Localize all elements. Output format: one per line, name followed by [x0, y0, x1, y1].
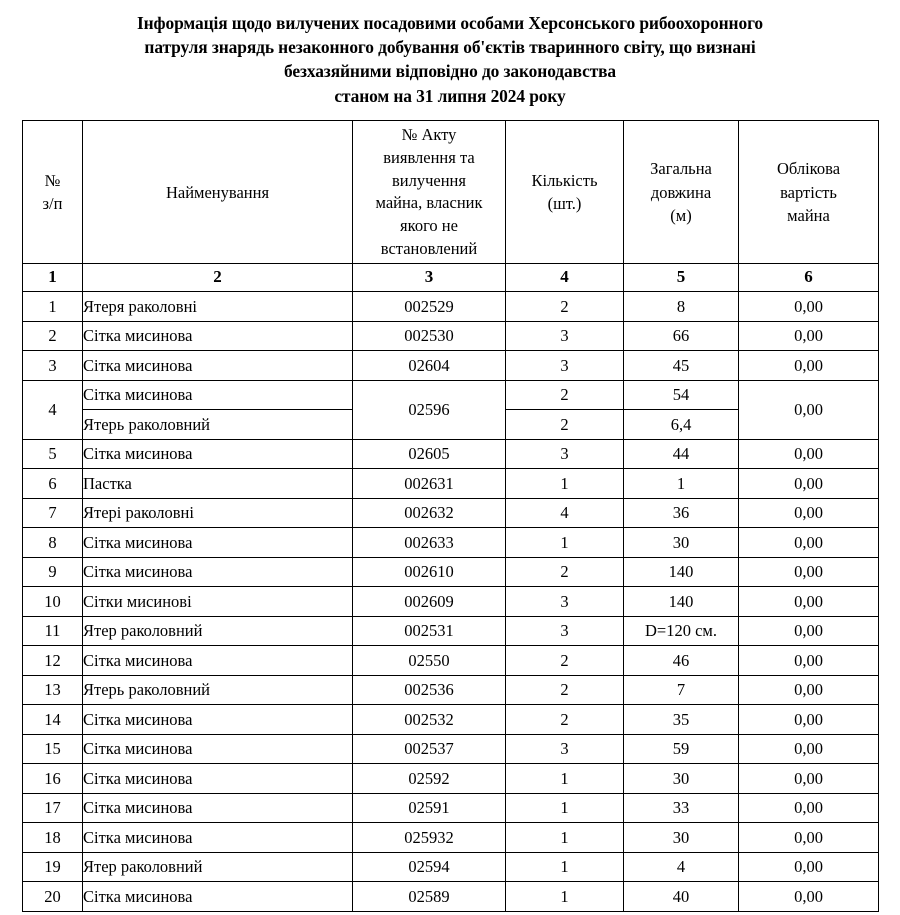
cell-total-length: 7 — [624, 675, 739, 705]
table-row — [23, 882, 879, 912]
cell-book-value: 0,00 — [739, 616, 879, 646]
cell-quantity: 4 — [506, 498, 624, 528]
cell-book-value: 0,00 — [739, 823, 879, 853]
cell-quantity: 2 — [506, 410, 624, 440]
cell-book-value: 0,00 — [739, 469, 879, 499]
cell-act-number: 02604 — [353, 351, 506, 381]
table-row — [23, 793, 879, 823]
cell-quantity: 1 — [506, 793, 624, 823]
table-row — [23, 292, 879, 322]
header-line: з/п — [42, 194, 63, 214]
cell-item-name: Сітка мисинова — [83, 439, 353, 469]
table-row — [23, 734, 879, 764]
cell-quantity: 1 — [506, 528, 624, 558]
title-line-4: станом на 31 липня 2024 року — [334, 85, 566, 106]
header-line: Облікова — [776, 159, 841, 179]
table-row — [23, 439, 879, 469]
cell-total-length: D=120 см. — [624, 616, 739, 646]
header-line: майна — [787, 206, 830, 226]
cell-item-name: Сітка мисинова — [83, 705, 353, 735]
cell-quantity: 3 — [506, 351, 624, 381]
title-line-1: Інформація щодо вилучених посадовими особами Херсонського рибоохоронного — [136, 13, 764, 33]
cell-item-name: Ятерь раколовний — [83, 675, 353, 705]
cell-book-value: 0,00 — [739, 380, 879, 439]
cell-item-name: Сітки мисинові — [83, 587, 353, 617]
cell-quantity: 1 — [506, 852, 624, 882]
cell-book-value: 0,00 — [739, 793, 879, 823]
cell-act-number: 02550 — [353, 646, 506, 676]
cell-item-name: Сітка мисинова — [83, 646, 353, 676]
cell-item-name: Сітка мисинова — [83, 557, 353, 587]
cell-item-name: Сітка мисинова — [83, 764, 353, 794]
cell-total-length: 1 — [624, 469, 739, 499]
header-line: (шт.) — [547, 194, 582, 214]
cell-act-number: 002632 — [353, 498, 506, 528]
header-line: вартість — [780, 182, 837, 202]
cell-quantity: 2 — [506, 292, 624, 322]
cell-act-number: 002530 — [353, 321, 506, 351]
cell-total-length: 30 — [624, 764, 739, 794]
cell-quantity: 3 — [506, 734, 624, 764]
cell-total-length: 44 — [624, 439, 739, 469]
cell-row-number: 14 — [23, 705, 83, 735]
header-line: майна, власник — [375, 193, 483, 213]
cell-item-name: Ятеря раколовні — [83, 292, 353, 322]
cell-act-number: 02592 — [353, 764, 506, 794]
cell-act-number: 02589 — [353, 882, 506, 912]
table-row — [23, 675, 879, 705]
cell-total-length: 46 — [624, 646, 739, 676]
cell-book-value: 0,00 — [739, 528, 879, 558]
cell-row-number: 9 — [23, 557, 83, 587]
cell-act-number: 002536 — [353, 675, 506, 705]
cell-quantity: 1 — [506, 764, 624, 794]
cell-total-length: 59 — [624, 734, 739, 764]
cell-row-number: 6 — [23, 469, 83, 499]
cell-row-number: 4 — [23, 380, 83, 439]
cell-act-number: 002532 — [353, 705, 506, 735]
table-row — [23, 528, 879, 558]
cell-item-name: Сітка мисинова — [83, 882, 353, 912]
cell-row-number: 5 — [23, 439, 83, 469]
cell-act-number: 02596 — [353, 380, 506, 439]
cell-book-value: 0,00 — [739, 498, 879, 528]
cell-book-value: 0,00 — [739, 321, 879, 351]
cell-item-name: Ятерь раколовний — [83, 410, 353, 440]
header-line: виявлення та — [383, 147, 475, 167]
title-line-3: безхазяйними відповідно до законодавства — [283, 60, 617, 81]
cell-quantity: 3 — [506, 439, 624, 469]
cell-book-value: 0,00 — [739, 557, 879, 587]
table-container — [0, 108, 900, 912]
cell-item-name: Сітка мисинова — [83, 793, 353, 823]
title-line-2: патруля знарядь незаконного добування об'єктів тваринного світу, що визнані — [144, 36, 756, 57]
cell-row-number: 15 — [23, 734, 83, 764]
column-number: 1 — [23, 264, 83, 292]
cell-book-value: 0,00 — [739, 439, 879, 469]
column-number: 3 — [353, 264, 506, 292]
cell-book-value: 0,00 — [739, 852, 879, 882]
cell-row-number: 17 — [23, 793, 83, 823]
cell-row-number: 8 — [23, 528, 83, 558]
cell-total-length: 35 — [624, 705, 739, 735]
column-header-act-number — [353, 121, 506, 264]
cell-quantity: 2 — [506, 380, 624, 410]
page-title — [0, 0, 900, 108]
cell-book-value: 0,00 — [739, 292, 879, 322]
table-row — [23, 705, 879, 735]
cell-act-number: 002631 — [353, 469, 506, 499]
cell-book-value: 0,00 — [739, 646, 879, 676]
table-row — [23, 823, 879, 853]
cell-row-number: 12 — [23, 646, 83, 676]
table-row — [23, 616, 879, 646]
header-line: Загальна — [650, 159, 712, 179]
cell-quantity: 2 — [506, 557, 624, 587]
cell-act-number: 002610 — [353, 557, 506, 587]
table-row — [23, 351, 879, 381]
cell-total-length: 30 — [624, 823, 739, 853]
cell-total-length: 140 — [624, 557, 739, 587]
cell-row-number: 16 — [23, 764, 83, 794]
cell-total-length: 4 — [624, 852, 739, 882]
cell-quantity: 1 — [506, 469, 624, 499]
cell-quantity: 3 — [506, 587, 624, 617]
cell-act-number: 002633 — [353, 528, 506, 558]
header-row — [23, 121, 879, 264]
cell-total-length: 45 — [624, 351, 739, 381]
table-row — [23, 469, 879, 499]
table-row — [23, 764, 879, 794]
cell-row-number: 20 — [23, 882, 83, 912]
column-number: 2 — [83, 264, 353, 292]
header-line: довжина — [650, 182, 712, 202]
table-row — [23, 498, 879, 528]
cell-act-number: 002529 — [353, 292, 506, 322]
cell-book-value: 0,00 — [739, 675, 879, 705]
cell-item-name: Сітка мисинова — [83, 351, 353, 381]
cell-item-name: Сітка мисинова — [83, 321, 353, 351]
table-row — [23, 557, 879, 587]
cell-total-length: 6,4 — [624, 410, 739, 440]
cell-row-number: 1 — [23, 292, 83, 322]
cell-quantity: 3 — [506, 616, 624, 646]
header-line: (м) — [670, 206, 692, 226]
cell-book-value: 0,00 — [739, 882, 879, 912]
cell-row-number: 2 — [23, 321, 83, 351]
column-number: 4 — [506, 264, 624, 292]
cell-quantity: 1 — [506, 823, 624, 853]
cell-total-length: 40 — [624, 882, 739, 912]
cell-row-number: 10 — [23, 587, 83, 617]
cell-total-length: 30 — [624, 528, 739, 558]
cell-item-name: Сітка мисинова — [83, 528, 353, 558]
cell-item-name: Пастка — [83, 469, 353, 499]
cell-quantity: 2 — [506, 705, 624, 735]
header-line: встановлений — [380, 238, 478, 258]
cell-total-length: 54 — [624, 380, 739, 410]
header-line: № — [44, 170, 61, 190]
cell-total-length: 140 — [624, 587, 739, 617]
table-body — [23, 292, 879, 912]
cell-book-value: 0,00 — [739, 764, 879, 794]
cell-act-number: 02605 — [353, 439, 506, 469]
table-row — [23, 646, 879, 676]
column-number: 6 — [739, 264, 879, 292]
column-number-row — [23, 264, 879, 292]
cell-row-number: 13 — [23, 675, 83, 705]
cell-row-number: 19 — [23, 852, 83, 882]
cell-quantity: 2 — [506, 675, 624, 705]
column-number: 5 — [624, 264, 739, 292]
column-header-total-length — [624, 121, 739, 264]
seized-gear-table — [22, 120, 879, 912]
header-line: вилучення — [392, 170, 466, 190]
cell-act-number: 002537 — [353, 734, 506, 764]
cell-row-number: 18 — [23, 823, 83, 853]
cell-act-number: 002609 — [353, 587, 506, 617]
column-header-name: Найменування — [83, 121, 353, 264]
cell-quantity: 3 — [506, 321, 624, 351]
cell-item-name: Ятер раколовний — [83, 616, 353, 646]
cell-total-length: 66 — [624, 321, 739, 351]
cell-act-number: 02591 — [353, 793, 506, 823]
column-header-book-value — [739, 121, 879, 264]
cell-act-number: 02594 — [353, 852, 506, 882]
header-line: якого не — [400, 216, 458, 236]
cell-act-number: 002531 — [353, 616, 506, 646]
cell-row-number: 11 — [23, 616, 83, 646]
cell-book-value: 0,00 — [739, 705, 879, 735]
cell-total-length: 33 — [624, 793, 739, 823]
table-row — [23, 587, 879, 617]
table-row — [23, 852, 879, 882]
cell-quantity: 2 — [506, 646, 624, 676]
cell-item-name: Сітка мисинова — [83, 823, 353, 853]
table-row — [23, 380, 879, 410]
cell-item-name: Ятері раколовні — [83, 498, 353, 528]
cell-total-length: 8 — [624, 292, 739, 322]
header-line: № Акту — [401, 125, 457, 145]
cell-quantity: 1 — [506, 882, 624, 912]
column-header-row-number — [23, 121, 83, 264]
cell-item-name: Сітка мисинова — [83, 734, 353, 764]
table-row — [23, 321, 879, 351]
cell-row-number: 7 — [23, 498, 83, 528]
cell-total-length: 36 — [624, 498, 739, 528]
cell-book-value: 0,00 — [739, 351, 879, 381]
cell-book-value: 0,00 — [739, 734, 879, 764]
cell-book-value: 0,00 — [739, 587, 879, 617]
column-header-quantity — [506, 121, 624, 264]
header-line: Кількість — [531, 170, 598, 190]
cell-item-name: Сітка мисинова — [83, 380, 353, 410]
cell-item-name: Ятер раколовний — [83, 852, 353, 882]
cell-act-number: 025932 — [353, 823, 506, 853]
table-header — [23, 121, 879, 292]
cell-row-number: 3 — [23, 351, 83, 381]
